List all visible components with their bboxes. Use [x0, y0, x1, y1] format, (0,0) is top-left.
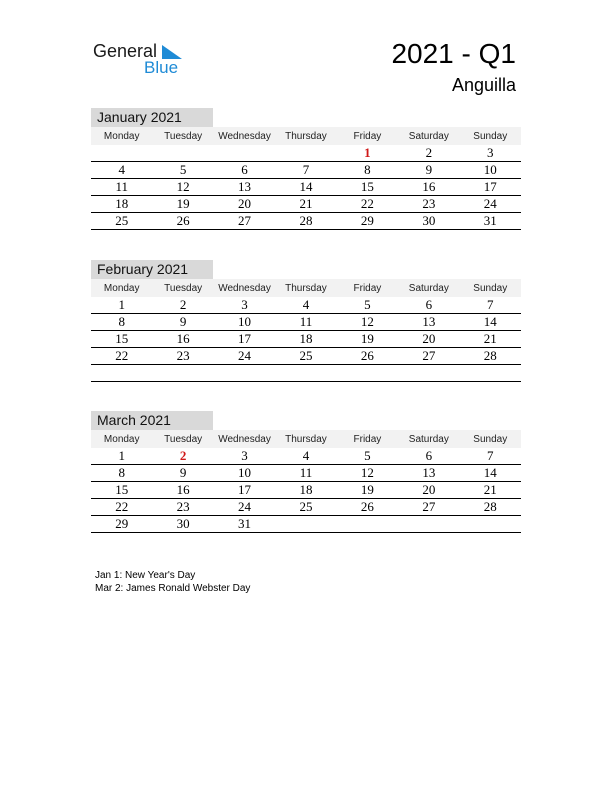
- day-cell: 10: [214, 465, 275, 482]
- week-row: [91, 179, 521, 196]
- calendar-grid: [91, 430, 521, 533]
- day-cell: 2: [152, 297, 213, 314]
- day-cell: 13: [214, 179, 275, 196]
- weekday-header: Wednesday: [214, 430, 275, 448]
- weekday-header: Thursday: [275, 430, 336, 448]
- logo: [93, 41, 193, 77]
- page-title: 2021 - Q1: [391, 38, 516, 69]
- month-january: [91, 108, 521, 230]
- day-cell: 19: [337, 482, 398, 499]
- weekday-header: Sunday: [460, 430, 521, 448]
- day-cell: 28: [275, 213, 336, 230]
- day-cell: 12: [337, 465, 398, 482]
- day-cell: 26: [152, 213, 213, 230]
- weekday-header: Friday: [337, 279, 398, 297]
- day-cell: 15: [337, 179, 398, 196]
- day-cell: 21: [275, 196, 336, 213]
- day-cell: 2: [152, 448, 213, 465]
- day-cell: [214, 365, 275, 382]
- day-cell: 5: [152, 162, 213, 179]
- day-cell: 12: [337, 314, 398, 331]
- day-cell: 7: [275, 162, 336, 179]
- day-cell: 3: [460, 145, 521, 162]
- day-cell: 9: [152, 314, 213, 331]
- day-cell: 2: [398, 145, 459, 162]
- day-cell: 26: [337, 348, 398, 365]
- weekday-header: Wednesday: [214, 127, 275, 145]
- weekday-header: Tuesday: [152, 430, 213, 448]
- weekday-header: Saturday: [398, 279, 459, 297]
- day-cell: 4: [91, 162, 152, 179]
- day-cell: 29: [91, 516, 152, 533]
- day-cell: [398, 365, 459, 382]
- day-cell: 18: [91, 196, 152, 213]
- day-cell: 24: [460, 196, 521, 213]
- day-cell: 6: [398, 448, 459, 465]
- day-cell: 9: [152, 465, 213, 482]
- day-cell: 25: [91, 213, 152, 230]
- day-cell: 24: [214, 499, 275, 516]
- day-cell: [275, 145, 336, 162]
- weekday-header: Tuesday: [152, 127, 213, 145]
- holiday-note: Jan 1: New Year's Day: [95, 570, 196, 581]
- day-cell: 27: [398, 499, 459, 516]
- week-row: [91, 516, 521, 533]
- day-cell: [337, 365, 398, 382]
- day-cell: 30: [398, 213, 459, 230]
- day-cell: [152, 365, 213, 382]
- day-cell: 19: [152, 196, 213, 213]
- week-row: [91, 196, 521, 213]
- day-cell: 24: [214, 348, 275, 365]
- day-cell: 15: [91, 482, 152, 499]
- day-cell: 8: [91, 465, 152, 482]
- weekday-header: Monday: [91, 430, 152, 448]
- week-row: [91, 145, 521, 162]
- weekday-header: Sunday: [460, 127, 521, 145]
- day-cell: 7: [460, 448, 521, 465]
- day-cell: 23: [152, 499, 213, 516]
- week-row: [91, 499, 521, 516]
- day-cell: [398, 516, 459, 533]
- weekday-header: Sunday: [460, 279, 521, 297]
- day-cell: [337, 516, 398, 533]
- day-cell: 22: [337, 196, 398, 213]
- day-cell: 31: [214, 516, 275, 533]
- day-cell: 26: [337, 499, 398, 516]
- week-row: [91, 448, 521, 465]
- day-cell: 7: [460, 297, 521, 314]
- day-cell: 25: [275, 348, 336, 365]
- logo-word-blue: Blue: [144, 58, 179, 77]
- logo-word-general: General: [93, 41, 158, 61]
- day-cell: [275, 365, 336, 382]
- week-row: [91, 297, 521, 314]
- day-cell: 19: [337, 331, 398, 348]
- weekday-header: Wednesday: [214, 279, 275, 297]
- day-cell: 20: [398, 482, 459, 499]
- day-cell: 15: [91, 331, 152, 348]
- day-cell: 10: [460, 162, 521, 179]
- day-cell: 28: [460, 499, 521, 516]
- weekday-header: Thursday: [275, 127, 336, 145]
- day-cell: 3: [214, 448, 275, 465]
- weekday-header: Saturday: [398, 127, 459, 145]
- day-cell: 6: [214, 162, 275, 179]
- day-cell: 10: [214, 314, 275, 331]
- day-cell: 20: [214, 196, 275, 213]
- day-cell: 16: [398, 179, 459, 196]
- day-cell: 23: [152, 348, 213, 365]
- day-cell: 11: [91, 179, 152, 196]
- day-cell: 21: [460, 482, 521, 499]
- day-cell: 27: [214, 213, 275, 230]
- day-cell: 11: [275, 314, 336, 331]
- day-cell: 3: [214, 297, 275, 314]
- week-row: [91, 213, 521, 230]
- day-cell: 18: [275, 482, 336, 499]
- day-cell: 13: [398, 314, 459, 331]
- day-cell: 8: [91, 314, 152, 331]
- day-cell: 20: [398, 331, 459, 348]
- day-cell: [152, 145, 213, 162]
- day-cell: 21: [460, 331, 521, 348]
- day-cell: [460, 365, 521, 382]
- day-cell: 31: [460, 213, 521, 230]
- day-cell: 5: [337, 448, 398, 465]
- day-cell: 30: [152, 516, 213, 533]
- logo-triangle-icon: [162, 45, 182, 59]
- holiday-notes: [95, 569, 250, 595]
- day-cell: [214, 145, 275, 162]
- weekday-header: Tuesday: [152, 279, 213, 297]
- day-cell: 1: [337, 145, 398, 162]
- week-row: [91, 314, 521, 331]
- weekday-header: Monday: [91, 127, 152, 145]
- day-cell: 5: [337, 297, 398, 314]
- day-cell: 29: [337, 213, 398, 230]
- day-cell: 1: [91, 448, 152, 465]
- day-cell: 9: [398, 162, 459, 179]
- day-cell: 25: [275, 499, 336, 516]
- day-cell: 6: [398, 297, 459, 314]
- month-february: [91, 260, 521, 382]
- day-cell: [91, 365, 152, 382]
- weekday-header: Saturday: [398, 430, 459, 448]
- day-cell: 11: [275, 465, 336, 482]
- day-cell: [460, 516, 521, 533]
- day-cell: 14: [460, 465, 521, 482]
- week-row: [91, 465, 521, 482]
- calendar-grid: [91, 279, 521, 382]
- weekday-header: Friday: [337, 127, 398, 145]
- day-cell: 13: [398, 465, 459, 482]
- day-cell: 22: [91, 499, 152, 516]
- day-cell: 17: [460, 179, 521, 196]
- day-cell: 17: [214, 482, 275, 499]
- day-cell: 1: [91, 297, 152, 314]
- week-row: [91, 162, 521, 179]
- weekday-header: Monday: [91, 279, 152, 297]
- week-row: [91, 331, 521, 348]
- day-cell: 8: [337, 162, 398, 179]
- day-cell: 4: [275, 448, 336, 465]
- day-cell: 22: [91, 348, 152, 365]
- day-cell: 12: [152, 179, 213, 196]
- day-cell: 14: [460, 314, 521, 331]
- weekday-header: Friday: [337, 430, 398, 448]
- day-cell: 14: [275, 179, 336, 196]
- day-cell: [275, 516, 336, 533]
- month-label: January 2021: [91, 108, 213, 127]
- day-cell: 23: [398, 196, 459, 213]
- month-label: March 2021: [91, 411, 213, 430]
- week-row: [91, 482, 521, 499]
- day-cell: 28: [460, 348, 521, 365]
- day-cell: 16: [152, 331, 213, 348]
- month-label: February 2021: [91, 260, 213, 279]
- week-row: [91, 365, 521, 382]
- month-march: [91, 411, 521, 533]
- country-name: Anguilla: [451, 75, 516, 95]
- day-cell: 17: [214, 331, 275, 348]
- holiday-note: Mar 2: James Ronald Webster Day: [95, 583, 251, 594]
- day-cell: 16: [152, 482, 213, 499]
- calendar-grid: [91, 127, 521, 230]
- week-row: [91, 348, 521, 365]
- day-cell: 18: [275, 331, 336, 348]
- day-cell: [91, 145, 152, 162]
- weekday-header: Thursday: [275, 279, 336, 297]
- day-cell: 27: [398, 348, 459, 365]
- day-cell: 4: [275, 297, 336, 314]
